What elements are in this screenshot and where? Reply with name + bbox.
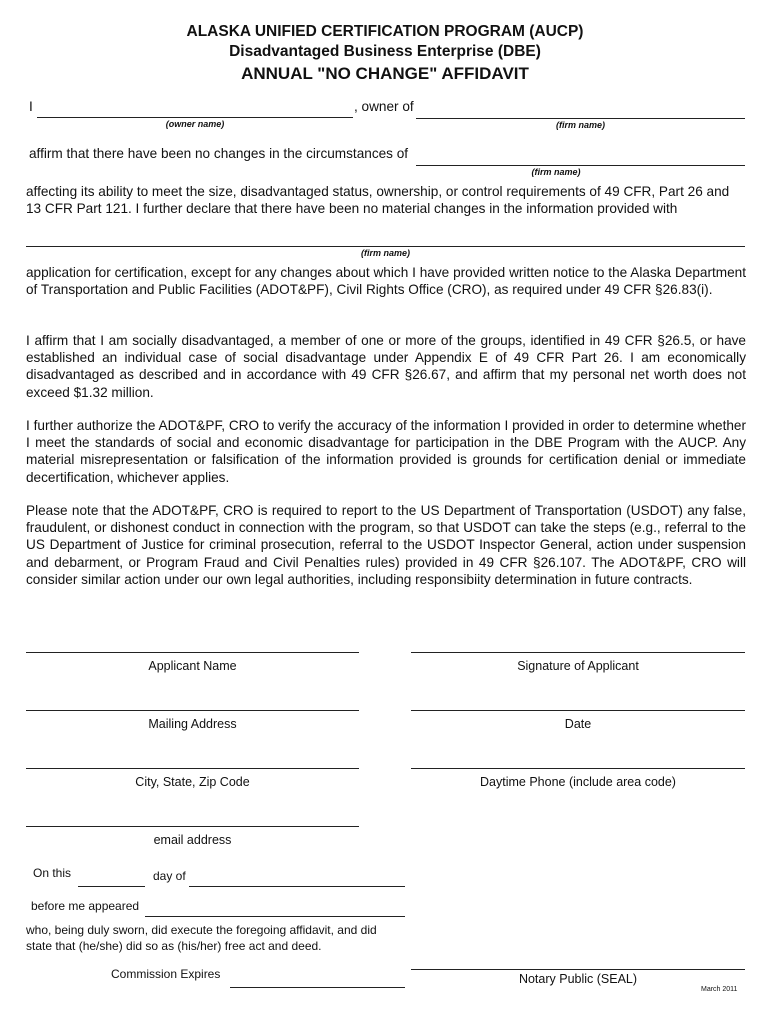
owner-name-caption: (owner name) [165, 119, 225, 129]
paragraph-application: application for certification, except for any changes about which I have provided written notice to the Alaska Department of Transportation and Public Facilities (ADOT&PF), Civil Rights Office (CRO), as required under 49 CFR §26.83(i). [26, 265, 746, 298]
signature-field[interactable] [411, 652, 745, 653]
applicant-name-label: Applicant Name [148, 659, 237, 673]
date-field[interactable] [411, 710, 745, 711]
title-affidavit: ANNUAL "NO CHANGE" AFFIDAVIT [241, 64, 529, 83]
applicant-name-field[interactable] [26, 652, 359, 653]
sworn-statement: who, being duly sworn, did execute the foregoing affidavit, and did state that (he/she) did so as (his/her) free act and deed. [26, 923, 377, 953]
before-me-label: before me appeared [31, 899, 140, 913]
notary-signature-field[interactable] [411, 969, 745, 970]
email-label: email address [153, 833, 232, 847]
revision-date: March 2011 [701, 986, 738, 993]
paragraph-1-line-2: 13 CFR Part 121. I further declare that there have been no material changes in the information provided with [26, 201, 678, 216]
signature-label: Signature of Applicant [517, 659, 639, 673]
affirm-text: affirm that there have been no changes in the circumstances of [29, 146, 409, 161]
firm-name-caption-1: (firm name) [555, 120, 605, 130]
title-dbe: Disadvantaged Business Enterprise (DBE) [229, 43, 541, 60]
day-of-label: day of [153, 869, 186, 883]
day-field[interactable] [78, 886, 145, 887]
city-state-zip-field[interactable] [26, 768, 359, 769]
firm-name-field-3[interactable] [26, 246, 745, 247]
owner-of-text: , owner of [354, 99, 414, 114]
city-state-zip-label: City, State, Zip Code [135, 775, 250, 789]
owner-prefix: I [29, 99, 33, 114]
email-field[interactable] [26, 826, 359, 827]
appeared-name-field[interactable] [145, 916, 405, 917]
commission-expires-label: Commission Expires [111, 967, 221, 981]
mailing-address-field[interactable] [26, 710, 359, 711]
daytime-phone-label: Daytime Phone (include area code) [480, 775, 676, 789]
firm-name-field-2[interactable] [416, 165, 745, 166]
paragraph-1-line-1: affecting its ability to meet the size, disadvantaged status, ownership, or control requirements of 49 CFR, Part 26 and [26, 184, 730, 199]
notary-public-label: Notary Public (SEAL) [518, 972, 638, 986]
title-program: ALASKA UNIFIED CERTIFICATION PROGRAM (AUCP) [186, 23, 584, 40]
paragraph-social-disadvantage: I affirm that I am socially disadvantaged, a member of one or more of the groups, identified in 49 CFR §26.5, or have established an individual case of social disadvantage under Appendix E of 49 CFR Part 26. I am economically disadvantaged as described and in accordance with 49 CFR §26.67, and affirm that my personal net worth does not exceed $1.32 million. [26, 333, 746, 400]
paragraph-reporting: Please note that the ADOT&PF, CRO is required to report to the US Department of Transportation (USDOT) any false, fraudulent, or dishonest conduct in connection with the program, so that USDOT can take the steps (e.g., referral to the US Department of Justice for criminal prosecution, referral to the USDOT Inspector General, action under suspension and debarment, or Program Fraud and Civil Penalties rules) provided in 49 CFR §26.107. The ADOT&PF, CRO will consider similar action under our own legal authorities, including responsibiity determination in future contracts. [26, 503, 746, 587]
mailing-address-label: Mailing Address [148, 717, 237, 731]
commission-expires-field[interactable] [230, 987, 405, 988]
firm-name-field-1[interactable] [416, 118, 745, 119]
daytime-phone-field[interactable] [411, 768, 745, 769]
date-label: Date [564, 717, 592, 731]
firm-name-caption-3: (firm name) [360, 248, 410, 258]
month-year-field[interactable] [189, 886, 405, 887]
owner-name-field[interactable] [37, 117, 353, 118]
paragraph-authorization: I further authorize the ADOT&PF, CRO to verify the accuracy of the information I provided in order to determine whether I meet the standards of social and economic disadvantage for participation in the DBE Program with the AUCP. Any material misrepresentation or falsification of the information provided is grounds for certification denial or immediate decertification, whichever applies. [26, 418, 746, 485]
firm-name-caption-2: (firm name) [531, 167, 581, 177]
on-this-label: On this [33, 866, 72, 880]
